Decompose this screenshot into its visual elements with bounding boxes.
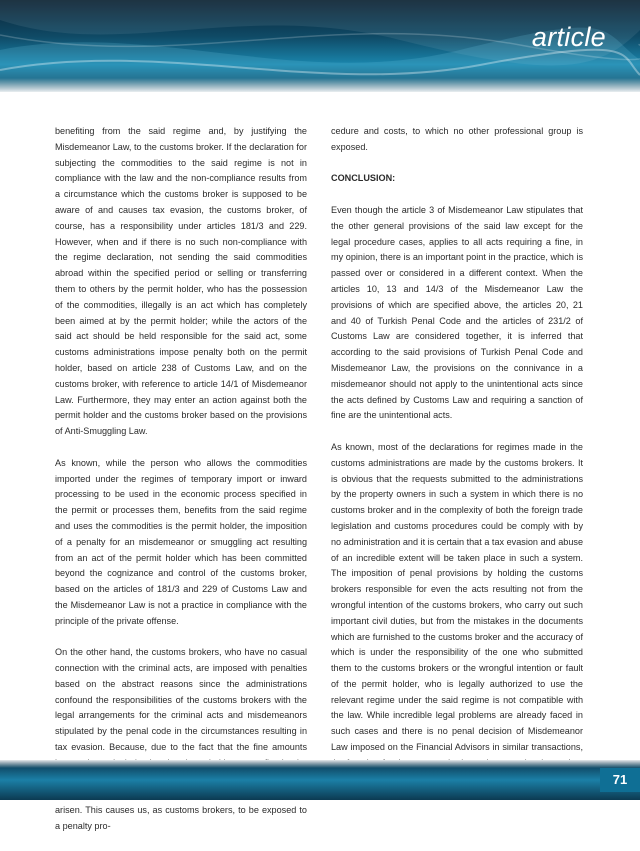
right-paragraph-2: As known, most of the declarations for regimes made in the customs administrations are made by the customs brokers. It is obvious that the requests submitted to the administrations by the property owners in such a system in which there is no customs broker and in the complexity of both the foreign trade legislation and customs procedures could be comply with by no administration and it is certain that a tax evasion and abuse of an incredible extent will be taken place in such a system. The imposition of penal provisions by holding the customs brokers responsible for even the acts resulting not from the wrongful intention of the customs brokers, who carry out such important civil duties, but from the mistakes in the documents which are furnished to the customs broker and the accuracy of which is under the responsibility of the one who submitted them to the customs brokers or the wrongful intention or fault of the permit holder, who is legally authorized to use the relevant regime under the said regime is not compatible with the law. While incredible legal problems are already faced in such cases and there is no penal decision of Misdemeanor Law imposed on the Financial Advisors in similar transactions, <box>331 441 583 753</box>
left-paragraph-1: benefiting from the said regime and, by justifying the Misdemeanor Law, to the customs broker. If the declaration for subjecting the commodities to the said regime is not in compliance with the law and the non-compliance results from a circumstance which the customs broker is supposed to be aware of and causes tax evasion, the customs broker, of course, has a responsibility under articles 181/3 and 229. However, when and if there is no such non-compliance with the regime declaration, not sending the said commodities abroad within the specified period or selling or transferring them to others by the permit holder, who has the possession of the commodities, illegally is an act which has completely been aimed at by the permit holder; while the actors of the said act should be held responsible for the said act, some customs administrations impose penalty both on the permit holder, based on article 238 of Customs Law, and on the customs broker, with reference to article 14/1 of Misdemeanor Law. Furthermore, they may enter an action against both the permit holder and the customs broker based on the provisions of Anti-Smuggling Law. <box>55 126 307 437</box>
page-number: 71 <box>600 768 640 792</box>
header-banner <box>0 0 640 92</box>
right-paragraph-1: Even though the article 3 of Misdemeanor Law stipulates that the other general provisions of the said law except for the legal procedure cases, applies to all acts requiring a fine, in my opinion, there is an important point in the practice, which is passed over or considered in a different context. When the articles 10, 13 and 14/3 of the Misdemeanor Law the provisions of which are specified above, the articles 20, 21 and 40 of Turkish Penal Code and the articles of 231/2 of Customs Law are considered together, it is inferred that according to the said provisions of Turkish Penal Code and Misdemeanor Law, the provisions on the connivance in a misdemeanor should not apply to the unintentional acts since the acts defined by Customs Law and requiring a sanction of fine are the unintentional acts. <box>331 204 583 421</box>
right-intro: cedure and costs, to which no other professional group is exposed. <box>331 126 583 152</box>
conclusion-heading: CONCLUSION: <box>331 173 396 184</box>
left-column <box>55 124 307 851</box>
article-body <box>55 124 583 832</box>
footer-fade <box>0 760 640 768</box>
left-paragraph-3: On the other hand, the customs brokers, who have no casual connection with the criminal acts, are imposed with penalties based on the abstract reasons since the administrations confound the responsibilities of the customs brokers with the legal arrangements for the criminal acts and misdemeanors stipulated by the penal code in the circumstances resulting in tax evasion. Because, due to the fact that the fine amounts arisen. This causes us, as customs brokers, to be exposed to a penalty pro- <box>55 647 307 832</box>
left-paragraph-2: As known, while the person who allows the commodities imported under the regimes of temporary import or inward processing to be used in the economic process specified in the permit or processes them, benefits from the said regime and uses the commodities is the permit holder, the imposition of a penalty for an misdemeanor or smuggling act resulting from an act of the permit holder which has been committed beyond the cognizance and control of the customs broker, based on the articles of 181/3 and 229 of Customs Law and the Misdemeanor Law is not a practice in compliance with the principle of the private offense. <box>55 457 307 626</box>
header-fade <box>0 78 640 92</box>
footer-banner <box>0 760 640 800</box>
right-column <box>331 124 583 819</box>
section-label: article <box>531 22 606 52</box>
